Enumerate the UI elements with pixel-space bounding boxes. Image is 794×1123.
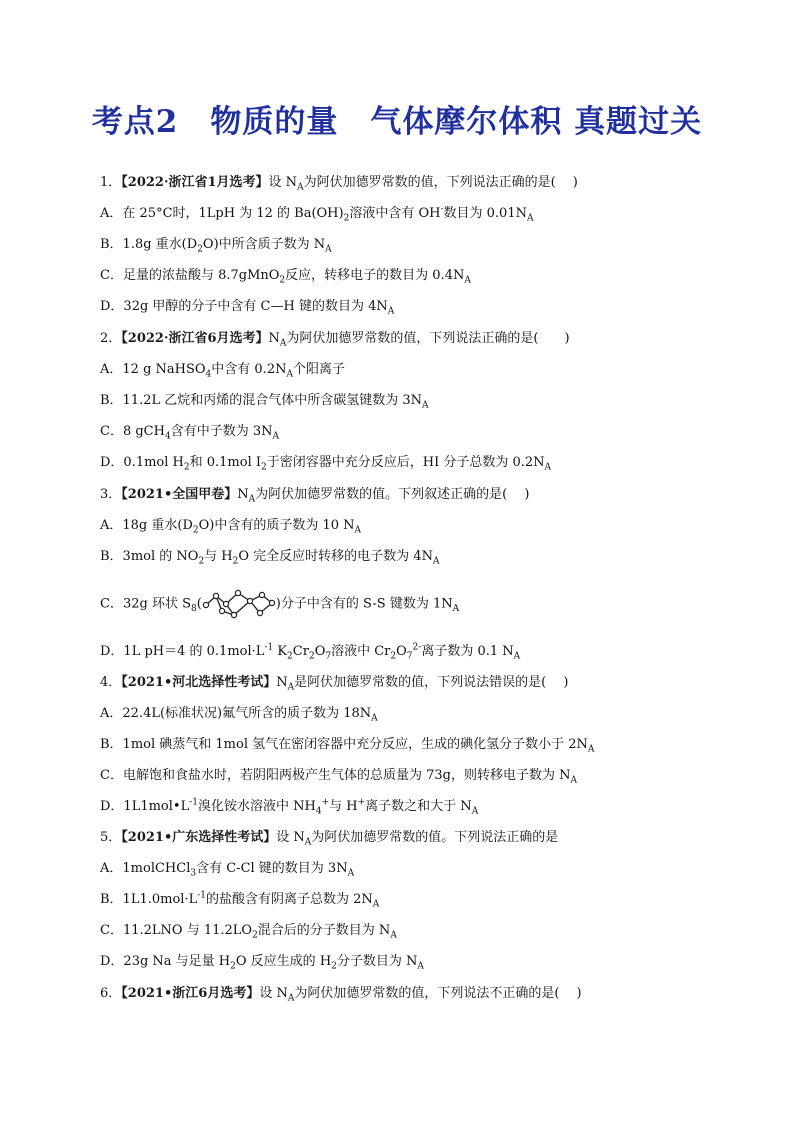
question-3-option-b: B．3mol 的 $NO_2$与 $H_2O$ 完全反应时转移的电子数为 $4N_A$ xyxy=(100,549,440,567)
question-4-option-b: B．1mol 碘蒸气和 1mol 氢气在密闭容器中充分反应，生成的碘化氢分子数小于 $2N_A$ xyxy=(100,737,595,755)
source-tag: 【2021•广东选择性考试】 xyxy=(121,830,277,845)
question-number: 6． xyxy=(100,986,122,1001)
source-tag: 【2022·浙江省6月选考】 xyxy=(121,331,269,346)
question-2-stem: 2．【2022·浙江省6月选考】$N_A$为阿伏加德罗常数的值，下列说法正确的是( ) xyxy=(100,331,570,349)
question-1-stem: 1．【2022·浙江省1月选考】设 $N_A$为阿伏加德罗常数的值，下列说法正确的是( ) xyxy=(100,175,578,193)
question-2-option-b: B．11.2L 乙烷和丙烯的混合气体中所含碳氢键数为 $3N_A$ xyxy=(100,393,429,411)
page-title: 考点2 物质的量 气体摩尔体积 真题过关 xyxy=(91,104,703,140)
question-number: 4． xyxy=(100,675,122,690)
question-1-option-a: A．在 25°C时，1LpH 为 12 的 $Ba(OH)_2$溶液中含有 OH-数目为 $0.01N_A$ xyxy=(100,204,534,224)
question-4-stem: 4．【2021•河北选择性考试】$N_A$是阿伏加德罗常数的值，下列说法错误的是( ) xyxy=(100,675,569,693)
question-2-option-a: A．12 g NaHSO$_4$中含有 $0.2N_A$个阳离子 xyxy=(100,362,345,380)
question-5-option-c: C．11.2LNO 与 $11.2LO_2$混合后的分子数目为 $N_A$ xyxy=(100,923,397,941)
question-3-option-c: C．32g 环状 $S_8$( )分子中含有的 S-S 键数为 $1N_A$ xyxy=(100,587,459,622)
question-1-option-b: B．1.8g 重水$(D_2O)$中所含质子数为 $N_A$ xyxy=(100,237,332,255)
question-1-option-d: D．32g 甲醇的分子中含有 C—H 键的数目为 $4N_A$ xyxy=(100,299,395,317)
question-4-option-c: C．电解饱和食盐水时，若阴阳两极产生气体的总质量为 73g，则转移电子数为 $N_A$ xyxy=(100,768,577,786)
question-5-option-b: B．$1L1.0mol\cdot L^{-1}$的盐酸含有阴离子总数为 $2N_A$ xyxy=(100,890,380,910)
question-4-option-d: D．$1L1mol•L^{-1}$溴化铵水溶液中 $NH_4^+$与 H+离子数之和大于 $N_A$ xyxy=(100,797,479,817)
question-5-option-a: A．1molCHCl$_3$含有 C-Cl 键的数目为 $3N_A$ xyxy=(100,861,355,879)
question-5-option-d: D．23g Na 与足量 $H_2O$ 反应生成的 $H_2$分子数目为 $N_A$ xyxy=(100,954,424,972)
question-3-option-d: D．1L pH＝4 的 $0.1mol\cdot L^{-1}$ $K_2Cr_2O_7$溶液中 $Cr_2O_7^{2-}$离子数为 0.1 $N_A$ xyxy=(100,642,521,662)
question-number: 5． xyxy=(100,830,122,845)
question-number: 1． xyxy=(100,175,122,190)
question-2-option-c: C．8 gCH$_4$含有中子数为 $3N_A$ xyxy=(100,424,279,442)
question-1-option-c: C．足量的浓盐酸与 8.7gMnO$_2$反应，转移电子的数目为 $0.4N_A$ xyxy=(100,268,471,286)
question-4-option-a: A．22.4L(标准状况)氟气所含的质子数为 $18N_A$ xyxy=(100,706,378,724)
source-tag: 【2022·浙江省1月选考】 xyxy=(121,175,269,190)
question-3-stem: 3．【2021•全国甲卷】$N_A$为阿伏加德罗常数的值。下列叙述正确的是( ) xyxy=(100,487,530,505)
question-3-option-a: A．18g 重水$(D_2O)$中含有的质子数为 10 $N_A$ xyxy=(100,518,362,536)
question-number: 3． xyxy=(100,487,122,502)
question-6-stem: 6．【2021•浙江6月选考】设 $N_A$为阿伏加德罗常数的值，下列说法不正确的是( ) xyxy=(100,986,582,1004)
question-number: 2． xyxy=(100,331,122,346)
source-tag: 【2021•浙江6月选考】 xyxy=(121,986,260,1001)
question-2-option-d: D．0.1mol $H_2$和 0.1mol $I_2$于密闭容器中充分反应后，HI 分子总数为 $0.2N_A$ xyxy=(100,455,552,473)
s8-ring-structure-icon xyxy=(202,587,276,621)
source-tag: 【2021•全国甲卷】 xyxy=(121,487,238,502)
source-tag: 【2021•河北选择性考试】 xyxy=(121,675,277,690)
question-5-stem: 5．【2021•广东选择性考试】设 $N_A$为阿伏加德罗常数的值。下列说法正确的是 xyxy=(100,830,559,848)
